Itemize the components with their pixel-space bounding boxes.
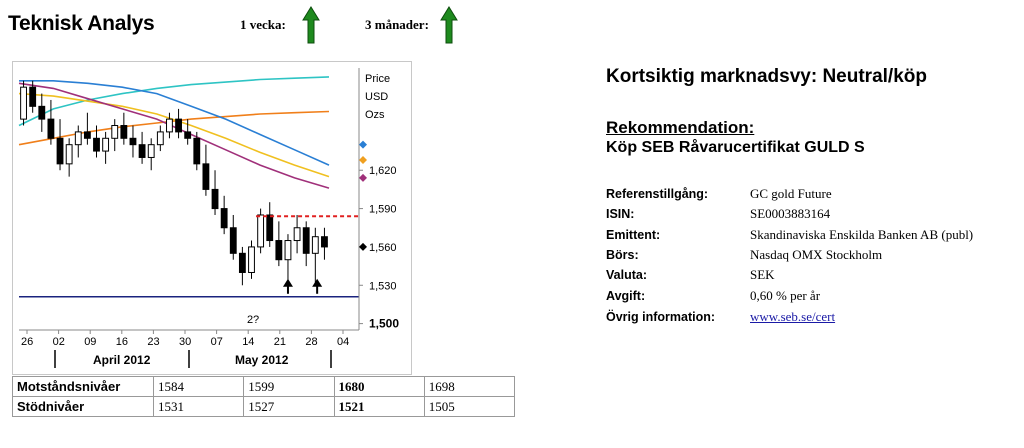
recommendation-text: Köp SEB Råvarucertifikat GULD S xyxy=(606,139,865,156)
info-key: Referenstillgång: xyxy=(606,187,709,201)
x-tick-label: 04 xyxy=(337,336,350,348)
moving-average-line xyxy=(19,81,329,165)
candle-body xyxy=(249,247,255,273)
candle-body xyxy=(285,241,291,260)
candle-body xyxy=(103,138,109,151)
candles xyxy=(21,81,328,285)
candle-body xyxy=(176,119,182,132)
info-key: Emittent: xyxy=(606,228,661,242)
support-value: 1505 xyxy=(424,397,514,417)
candle-body xyxy=(322,237,328,247)
moving-averages xyxy=(19,77,329,188)
candle-body xyxy=(130,138,136,144)
candle-body xyxy=(303,228,309,254)
x-tick-label: 02 xyxy=(52,336,65,348)
month-label: April 2012 xyxy=(93,353,151,367)
candle-body xyxy=(267,215,273,241)
candle-body xyxy=(66,145,72,164)
info-link[interactable]: www.seb.se/cert xyxy=(750,309,836,324)
trend-week-label: 1 vecka: xyxy=(240,17,286,32)
info-key: Avgift: xyxy=(606,289,646,303)
info-key: Valuta: xyxy=(606,268,647,282)
resistance-value: 1698 xyxy=(424,377,514,397)
market-view-heading: Kortsiktig marknadsvy: Neutral/köp xyxy=(606,66,927,87)
candle-body xyxy=(258,215,264,247)
info-value: Nasdaq OMX Stockholm xyxy=(750,247,883,262)
candle-body xyxy=(148,145,154,158)
x-tick-label: 16 xyxy=(115,336,129,348)
candle-body xyxy=(221,209,227,228)
y-axis-title: USD xyxy=(365,91,389,103)
info-key: Börs: xyxy=(606,248,639,262)
trend-week-up-arrow-icon xyxy=(302,6,320,44)
support-arrow-head-icon xyxy=(312,279,322,287)
candle-body xyxy=(276,241,282,260)
table-row xyxy=(13,397,515,417)
y-tick-label: 1,530 xyxy=(369,280,397,293)
recommendation-heading: Rekommendation: xyxy=(606,118,755,137)
candle-body xyxy=(139,145,145,158)
candle-body xyxy=(239,253,245,272)
candle-body xyxy=(194,138,200,164)
candle-body xyxy=(294,228,300,241)
support-value: 1531 xyxy=(154,397,244,417)
candle-body xyxy=(94,138,100,151)
levels-table xyxy=(12,376,515,417)
table-row xyxy=(13,377,515,397)
candle-body xyxy=(30,87,36,106)
candle-body xyxy=(75,132,81,145)
ma-end-marker-icon xyxy=(359,156,367,164)
x-tick-label: 26 xyxy=(21,336,34,348)
candle-body xyxy=(157,132,163,145)
support-arrow-head-icon xyxy=(283,279,293,287)
candle-body xyxy=(57,138,63,164)
y-axis-title: Ozs xyxy=(365,109,385,121)
resistance-value: 1680 xyxy=(334,377,424,397)
candle-body xyxy=(167,119,173,132)
candle-body xyxy=(84,132,90,138)
trend-3m-up-arrow-icon xyxy=(440,6,458,44)
candle-body xyxy=(230,228,236,254)
support-value: 1527 xyxy=(244,397,334,417)
y-axis-title: Price xyxy=(365,73,391,85)
technical-chart xyxy=(12,61,412,375)
x-tick-label: 30 xyxy=(179,336,192,348)
y-tick-label: 1,620 xyxy=(369,165,397,178)
chart-annotation: 2? xyxy=(246,313,260,326)
resistance-value: 1584 xyxy=(154,377,244,397)
candle-body xyxy=(48,119,54,138)
x-tick-label: 09 xyxy=(84,336,97,348)
support-label: Stödnivåer xyxy=(13,397,154,417)
last-price-marker-icon xyxy=(359,243,367,251)
info-value: Skandinaviska Enskilda Banken AB (publ) xyxy=(750,227,974,242)
page-title: Teknisk Analys xyxy=(8,12,155,35)
info-value: SE0003883164 xyxy=(750,206,831,221)
info-value: GC gold Future xyxy=(750,186,832,201)
x-tick-label: 21 xyxy=(273,336,287,348)
y-tick-label: 1,590 xyxy=(369,203,397,216)
candlestick-chart-svg xyxy=(13,62,411,374)
candle-body xyxy=(121,126,127,139)
info-value: 0,60 % per år xyxy=(750,288,821,303)
info-key: Övrig information: xyxy=(606,310,716,324)
trend-3m-label: 3 månader: xyxy=(365,17,429,32)
support-value: 1521 xyxy=(334,397,424,417)
candle-body xyxy=(39,106,45,119)
x-tick-label: 23 xyxy=(147,336,160,348)
candle-body xyxy=(212,189,218,208)
info-key: ISIN: xyxy=(606,207,635,221)
ma-end-marker-icon xyxy=(359,174,367,182)
y-tick-label: 1,560 xyxy=(369,241,397,254)
x-tick-label: 28 xyxy=(305,336,318,348)
y-tick-label: 1,500 xyxy=(369,316,400,331)
x-tick-label: 14 xyxy=(242,336,255,348)
resistance-label: Motståndsnivåer xyxy=(13,377,154,397)
candle-body xyxy=(312,237,318,254)
moving-average-line xyxy=(19,77,329,126)
candle-body xyxy=(21,87,27,119)
candle-body xyxy=(112,126,118,139)
candle-body xyxy=(185,132,191,138)
resistance-value: 1599 xyxy=(244,377,334,397)
x-tick-label: 07 xyxy=(210,336,223,348)
month-label: May 2012 xyxy=(235,353,289,367)
ma-end-marker-icon xyxy=(359,141,367,149)
candle-body xyxy=(203,164,209,190)
info-value: SEK xyxy=(750,267,775,282)
moving-average-line xyxy=(19,112,329,145)
